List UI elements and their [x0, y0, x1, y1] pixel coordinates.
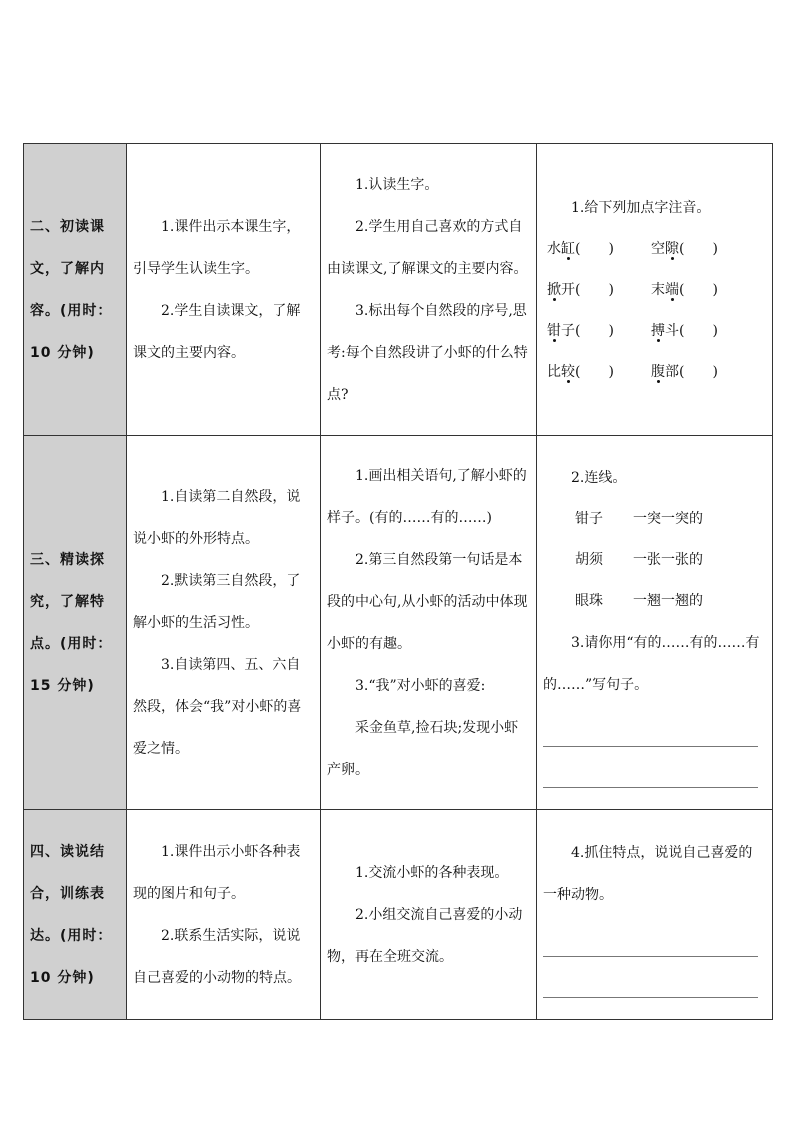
stage-line: 究，了解特	[30, 593, 105, 610]
table-row	[24, 436, 773, 810]
stage-cell	[24, 144, 127, 436]
stage-line: 四、读说结	[30, 843, 105, 860]
exercise-cell	[537, 436, 773, 810]
answer-blank: ( )	[575, 240, 614, 257]
dotted-char: 端	[665, 281, 679, 298]
dotted-char: 掀	[547, 281, 561, 298]
match-row	[537, 581, 772, 622]
exercise-task: 3.请你用“有的……有的……有的……”写句子。	[543, 635, 760, 693]
pinyin-row	[537, 229, 772, 270]
answer-blank: ( )	[575, 281, 614, 298]
match-left: 胡须	[575, 552, 603, 568]
stage-line: 三、精读探	[30, 551, 105, 568]
stage-line: 达。(用时：	[30, 927, 113, 944]
teacher-step: 2.学生自读课文，了解课文的主要内容。	[133, 302, 301, 361]
pinyin-row	[537, 311, 772, 352]
match-left: 钳子	[575, 511, 603, 527]
student-activity-cell	[321, 144, 537, 436]
exercise-cell	[537, 144, 773, 436]
exercise-task: 4.抓住特点，说说自己喜爱的一种动物。	[543, 844, 753, 903]
answer-blank: ( )	[679, 322, 718, 339]
table-row	[24, 144, 773, 436]
answer-line[interactable]	[543, 747, 758, 788]
match-row	[537, 499, 772, 540]
teacher-activity-cell	[127, 144, 321, 436]
student-step: 1.认读生字。	[355, 176, 439, 193]
exercise-title: 1.给下列加点字注音。	[571, 199, 711, 216]
stage-line: 容。(用时：	[30, 302, 113, 319]
student-step: 3.标出每个自然段的序号,思考:每个自然段讲了小虾的什么特点?	[327, 302, 528, 403]
answer-line[interactable]	[543, 916, 758, 957]
teacher-activity-cell	[127, 436, 321, 810]
pinyin-item: 末端( )	[651, 281, 718, 298]
answer-blank: ( )	[679, 281, 718, 298]
teacher-step: 1.课件出示小虾各种表现的图片和句子。	[133, 843, 301, 902]
teacher-step: 1.自读第二自然段，说说小虾的外形特点。	[133, 488, 301, 547]
stage-line: 二、初读课	[30, 218, 105, 235]
pinyin-item: 水缸( )	[547, 240, 614, 257]
answer-blank: ( )	[575, 322, 614, 339]
stage-cell	[24, 810, 127, 1020]
dotted-char: 较	[561, 363, 575, 380]
stage-line: 点。(用时：	[30, 635, 113, 652]
stage-cell	[24, 436, 127, 810]
match-right: 一张一张的	[633, 552, 703, 568]
pinyin-item: 腹部( )	[651, 363, 718, 380]
stage-line: 10 分钟)	[30, 969, 95, 986]
student-step: 采金鱼草,捡石块;发现小虾产卵。	[327, 719, 519, 778]
exercise-cell	[537, 810, 773, 1020]
dotted-char: 搏	[651, 322, 665, 339]
teacher-step: 2.默读第三自然段，了解小虾的生活习性。	[133, 572, 301, 631]
pinyin-item: 搏斗( )	[651, 322, 718, 339]
teacher-activity-cell	[127, 810, 321, 1020]
answer-blank: ( )	[575, 363, 614, 380]
answer-line[interactable]	[543, 957, 758, 998]
student-step: 3.“我”对小虾的喜爱:	[355, 677, 486, 694]
pinyin-row	[537, 270, 772, 311]
lesson-plan-table	[23, 143, 773, 1020]
match-right: 一突一突的	[633, 511, 703, 527]
teacher-step: 1.课件出示本课生字，引导学生认读生字。	[133, 218, 301, 277]
student-step: 1.画出相关语句,了解小虾的样子。(有的……有的……)	[327, 467, 527, 526]
answer-line[interactable]	[543, 706, 758, 747]
teacher-step: 3.自读第四、五、六自然段，体会“我”对小虾的喜爱之情。	[133, 656, 302, 757]
dotted-char: 缸	[561, 240, 575, 257]
answer-blank: ( )	[679, 363, 718, 380]
stage-line: 10 分钟)	[30, 344, 95, 361]
match-left: 眼珠	[575, 593, 603, 609]
match-row	[537, 540, 772, 581]
student-step: 1.交流小虾的各种表现。	[355, 864, 509, 881]
student-activity-cell	[321, 436, 537, 810]
student-step: 2.第三自然段第一句话是本段的中心句,从小虾的活动中体现小虾的有趣。	[327, 551, 528, 652]
student-step: 2.小组交流自己喜爱的小动物，再在全班交流。	[327, 906, 523, 965]
teacher-step: 2.联系生活实际，说说自己喜爱的小动物的特点。	[133, 927, 301, 986]
answer-blank: ( )	[679, 240, 718, 257]
pinyin-item: 空隙( )	[651, 240, 718, 257]
stage-line: 合，训练表	[30, 885, 105, 902]
stage-line: 文，了解内	[30, 260, 105, 277]
student-step: 2.学生用自己喜欢的方式自由读课文,了解课文的主要内容。	[327, 218, 528, 277]
dotted-char: 钳	[547, 322, 561, 339]
pinyin-item: 比较( )	[547, 363, 614, 380]
exercise-title: 2.连线。	[571, 470, 627, 486]
stage-line: 15 分钟)	[30, 677, 95, 694]
pinyin-item: 掀开( )	[547, 281, 614, 298]
dotted-char: 腹	[651, 363, 665, 380]
student-activity-cell	[321, 810, 537, 1020]
pinyin-item: 钳子( )	[547, 322, 614, 339]
dotted-char: 隙	[665, 240, 679, 257]
pinyin-row	[537, 352, 772, 393]
table-row	[24, 810, 773, 1020]
match-right: 一翘一翘的	[633, 593, 703, 609]
